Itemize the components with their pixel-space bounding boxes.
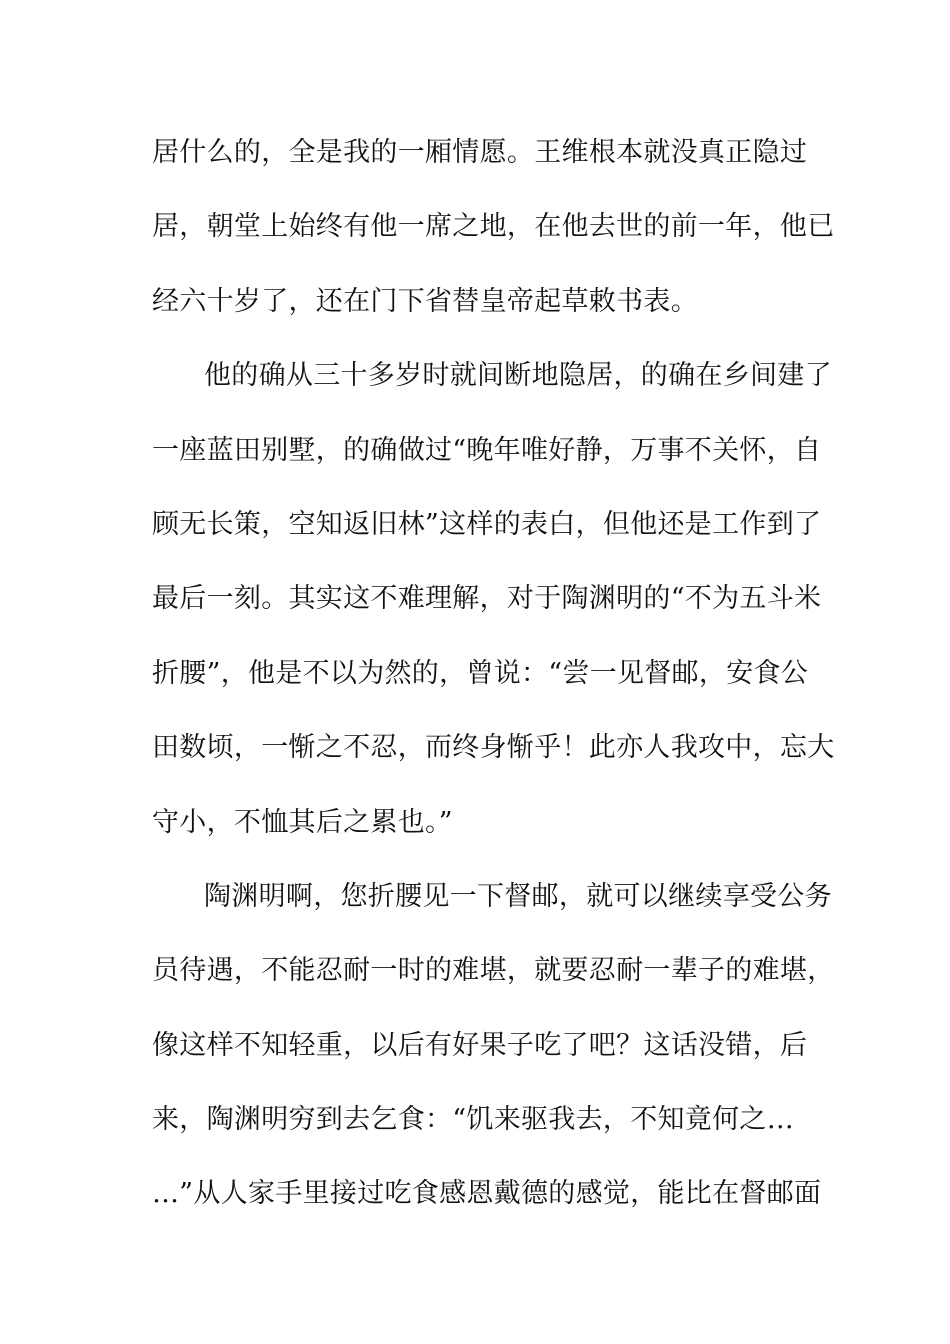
text-line: 经六十岁了，还在门下省替皇帝起草敕书表。 — [152, 285, 698, 317]
paragraph-start-line: 他的确从三十多岁时就间断地隐居，的确在乡间建了 — [204, 360, 832, 392]
text-line: 居，朝堂上始终有他一席之地，在他去世的前一年，他已 — [152, 211, 835, 243]
text-line: 田数顷，一惭之不忍，而终身惭乎！此亦人我攻中，忘大 — [152, 732, 835, 764]
text-line: 一座蓝田别墅，的确做过“晚年唯好静，万事不关怀，自 — [152, 434, 822, 466]
paragraph-start-line: 陶渊明啊，您折腰见一下督邮，就可以继续享受公务 — [204, 880, 832, 912]
text-line: 像这样不知轻重，以后有好果子吃了吧？这话没错，后 — [152, 1029, 808, 1061]
text-line: 守小，不恤其后之累也。” — [152, 806, 453, 838]
text-line: 顾无长策，空知返旧林”这样的表白，但他还是工作到了 — [152, 508, 822, 540]
text-line: 最后一刻。其实这不难理解，对于陶渊明的“不为五斗米 — [152, 583, 822, 615]
text-line: 居什么的，全是我的一厢情愿。王维根本就没真正隐过 — [152, 137, 808, 168]
body-text — [152, 130, 835, 1246]
text-line: 员待遇，不能忍耐一时的难堪，就要忍耐一辈子的难堪， — [152, 955, 835, 987]
text-line: …”从人家手里接过吃食感恩戴德的感觉，能比在督邮面 — [152, 1178, 822, 1210]
text-line: 来，陶渊明穷到去乞食：“饥来驱我去，不知竟何之… — [152, 1104, 795, 1136]
text-line: 折腰”，他是不以为然的，曾说：“尝一见督邮，安食公 — [152, 657, 809, 689]
